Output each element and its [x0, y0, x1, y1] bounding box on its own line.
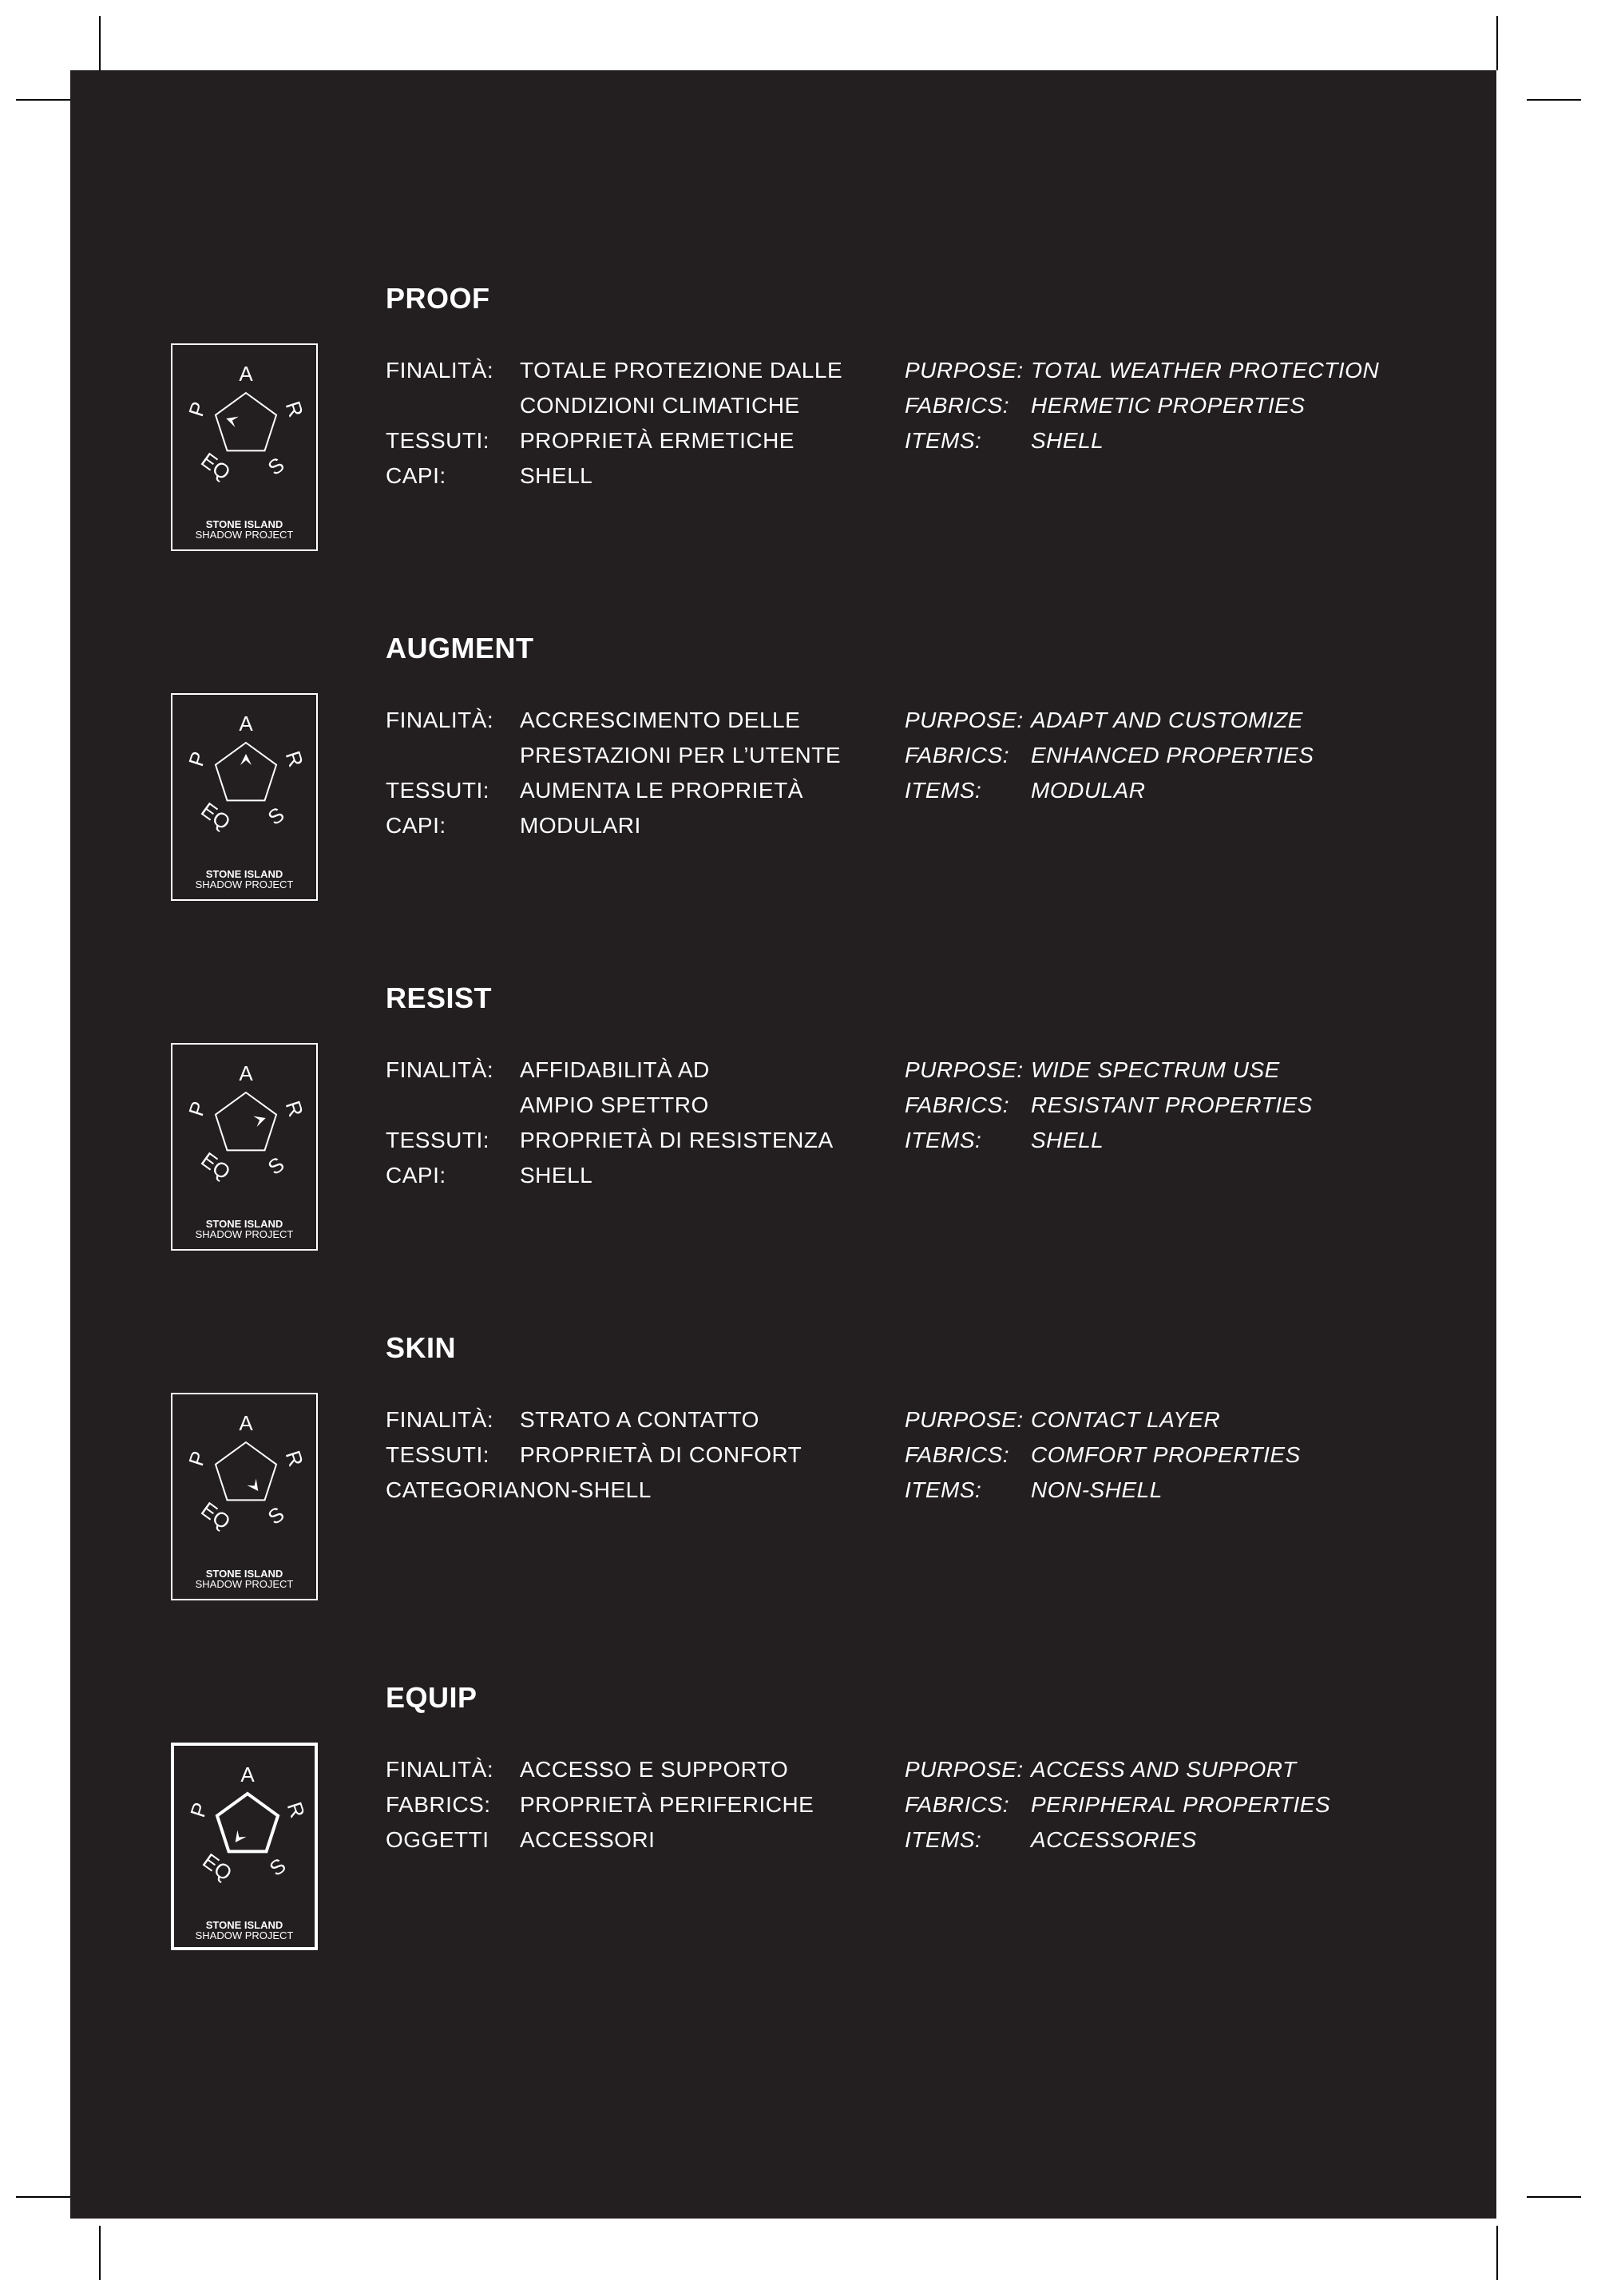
- section-title: PROOF: [386, 282, 490, 315]
- spec-label: CAPI:: [386, 813, 446, 838]
- crop-mark: [1496, 2226, 1498, 2280]
- spec-row: [386, 1787, 839, 1822]
- badge-subtitle: SHADOW PROJECT: [195, 1228, 294, 1240]
- crop-mark: [99, 2226, 101, 2280]
- compass-letter: P: [184, 748, 212, 770]
- spec-value: MODULAR: [1031, 778, 1146, 803]
- crop-mark: [1527, 99, 1581, 101]
- spec-label: FABRICS:: [386, 1792, 491, 1817]
- stone-island-badge: [171, 1393, 318, 1600]
- spec-value: MODULARI: [520, 813, 641, 838]
- spec-value: ACCESSORIES: [1031, 1827, 1197, 1852]
- spec-row: [386, 1088, 839, 1123]
- spec-value: ACCESSO E SUPPORTO: [520, 1757, 789, 1782]
- stone-island-badge: [171, 1043, 318, 1251]
- compass-letter: R: [280, 1447, 309, 1469]
- spec-label: [386, 1088, 520, 1123]
- spec-value: PRESTAZIONI PER L’UTENTE: [520, 743, 841, 767]
- compass-letter: P: [185, 1799, 213, 1821]
- spec-label: PURPOSE:: [905, 1757, 1024, 1782]
- spec-label: [386, 388, 520, 423]
- spec-value: ACCESSORI: [520, 1827, 656, 1852]
- spec-row: [386, 1123, 839, 1158]
- spec-value: CONDIZIONI CLIMATICHE: [520, 393, 800, 418]
- spec-value: TOTAL WEATHER PROTECTION: [1031, 358, 1380, 383]
- english-specs: [905, 1402, 1478, 1508]
- section-title: AUGMENT: [386, 632, 534, 664]
- section-augment: [70, 632, 1496, 888]
- badge-brand: STONE ISLAND: [205, 518, 283, 530]
- spec-row: [386, 1752, 839, 1787]
- spec-label: CAPI:: [386, 463, 446, 488]
- italian-specs: [386, 703, 839, 843]
- spec-row: [905, 1402, 1478, 1437]
- spec-label: ITEMS:: [905, 1827, 982, 1852]
- italian-specs: [386, 353, 843, 494]
- spec-label: FINALITÀ:: [386, 1057, 494, 1082]
- spec-label: TESSUTI:: [386, 1128, 490, 1152]
- spec-row: [905, 773, 1478, 808]
- compass-letter: P: [184, 1448, 212, 1469]
- pentagon-shape: [216, 743, 276, 800]
- spec-label: ITEMS:: [905, 1128, 982, 1152]
- compass-letter: R: [280, 398, 309, 420]
- badge-brand: STONE ISLAND: [205, 868, 283, 880]
- section-resist: [70, 982, 1496, 1238]
- compass-letter: S: [263, 1501, 289, 1530]
- spec-label: ITEMS:: [905, 1477, 982, 1502]
- spec-label: FINALITÀ:: [386, 708, 494, 732]
- spec-value: ACCESS AND SUPPORT: [1031, 1757, 1297, 1782]
- spec-value: CONTACT LAYER: [1031, 1407, 1221, 1432]
- spec-row: [905, 353, 1478, 388]
- crop-mark: [1527, 2196, 1581, 2198]
- spec-value: PROPRIETÀ DI RESISTENZA: [520, 1128, 834, 1152]
- spec-row: [386, 703, 839, 738]
- spec-value: SHELL: [520, 463, 593, 488]
- spec-label: TESSUTI:: [386, 1442, 490, 1467]
- spec-label: OGGETTI: [386, 1827, 489, 1852]
- spec-label: CATEGORIA:: [386, 1477, 526, 1502]
- section-title: SKIN: [386, 1331, 457, 1364]
- pentagon-shape: [216, 1092, 276, 1150]
- english-specs: [905, 353, 1478, 458]
- spec-label: FABRICS:: [905, 1792, 1010, 1817]
- compass-letter: EQ: [196, 447, 236, 485]
- compass-letter: EQ: [198, 1848, 237, 1886]
- spec-label: TESSUTI:: [386, 778, 490, 803]
- compass-letter: A: [239, 1061, 253, 1085]
- spec-value: SHELL: [520, 1163, 593, 1188]
- section-skin: [70, 1332, 1496, 1588]
- spec-value: ADAPT AND CUSTOMIZE: [1031, 708, 1303, 732]
- crop-mark: [1496, 16, 1498, 70]
- badge-brand: STONE ISLAND: [205, 1919, 283, 1931]
- spec-label: PURPOSE:: [905, 1057, 1024, 1082]
- italian-specs: [386, 1053, 839, 1193]
- arrow-icon: [253, 1116, 265, 1127]
- section-equip: [70, 1681, 1496, 1941]
- badge-brand: STONE ISLAND: [205, 1568, 283, 1580]
- spec-row: [386, 353, 843, 388]
- spec-label: FINALITÀ:: [386, 358, 494, 383]
- spec-row: [386, 1402, 839, 1437]
- arrow-icon: [247, 1479, 258, 1491]
- crop-mark: [16, 99, 70, 101]
- spec-row: [386, 773, 839, 808]
- spec-value: TOTALE PROTEZIONE DALLE: [520, 358, 843, 383]
- stone-island-badge: [171, 1743, 318, 1950]
- compass-letter: S: [263, 452, 289, 481]
- spec-value: ENHANCED PROPERTIES: [1031, 743, 1314, 767]
- spec-label: PURPOSE:: [905, 708, 1024, 732]
- pentagon-shape: [216, 393, 276, 450]
- stone-island-badge: [171, 693, 318, 901]
- english-specs: [905, 703, 1478, 808]
- spec-row: [386, 1158, 839, 1193]
- compass-letter: EQ: [196, 1147, 236, 1184]
- spec-value: NON-SHELL: [1031, 1477, 1163, 1502]
- compass-letter: A: [239, 1411, 253, 1435]
- spec-value: RESISTANT PROPERTIES: [1031, 1092, 1313, 1117]
- compass-letter: S: [264, 1853, 291, 1882]
- pentagon-shape: [217, 1794, 278, 1851]
- spec-label: CAPI:: [386, 1163, 446, 1188]
- compass-letter: P: [184, 399, 212, 420]
- spec-row: [905, 1123, 1478, 1158]
- spec-row: [386, 1822, 839, 1858]
- compass-letter: R: [280, 1097, 309, 1120]
- spec-value: SHELL: [1031, 428, 1104, 453]
- compass-letter: R: [280, 747, 309, 770]
- italian-specs: [386, 1752, 839, 1858]
- spec-row: [905, 388, 1478, 423]
- compass-letter: R: [282, 1798, 311, 1821]
- spec-label: FABRICS:: [905, 1092, 1010, 1117]
- spec-label: PURPOSE:: [905, 1407, 1024, 1432]
- arrow-icon: [240, 754, 252, 765]
- crop-mark: [16, 2196, 70, 2198]
- spec-value: STRATO A CONTATTO: [520, 1407, 759, 1432]
- italian-specs: [386, 1402, 839, 1508]
- section-title: EQUIP: [386, 1681, 478, 1714]
- spec-row: [386, 423, 839, 458]
- spec-value: PROPRIETÀ PERIFERICHE: [520, 1792, 814, 1817]
- badge-subtitle: SHADOW PROJECT: [195, 1578, 294, 1590]
- spec-label: PURPOSE:: [905, 358, 1024, 383]
- spec-label: FINALITÀ:: [386, 1407, 494, 1432]
- spec-row: [386, 458, 839, 494]
- spec-value: AFFIDABILITÀ AD: [520, 1057, 710, 1082]
- spec-value: PROPRIETÀ ERMETICHE: [520, 428, 795, 453]
- badge-subtitle: SHADOW PROJECT: [195, 529, 294, 541]
- spec-row: [905, 738, 1478, 773]
- spec-row: [386, 1053, 839, 1088]
- spec-row: [905, 1053, 1478, 1088]
- spec-label: FABRICS:: [905, 1442, 1010, 1467]
- spec-label: FABRICS:: [905, 743, 1010, 767]
- black-panel: [70, 70, 1496, 2219]
- spec-row: [905, 703, 1478, 738]
- compass-letter: EQ: [196, 797, 236, 835]
- spec-label: FINALITÀ:: [386, 1757, 494, 1782]
- spec-value: PROPRIETÀ DI CONFORT: [520, 1442, 802, 1467]
- spec-row: [905, 1787, 1478, 1822]
- spec-value: AUMENTA LE PROPRIETÀ: [520, 778, 803, 803]
- spec-value: ACCRESCIMENTO DELLE: [520, 708, 801, 732]
- spec-value: SHELL: [1031, 1128, 1104, 1152]
- spec-label: FABRICS:: [905, 393, 1010, 418]
- spec-value: HERMETIC PROPERTIES: [1031, 393, 1306, 418]
- english-specs: [905, 1053, 1478, 1158]
- spec-row: [386, 808, 839, 843]
- section-title: RESIST: [386, 981, 493, 1014]
- compass-letter: A: [240, 1763, 255, 1786]
- spec-value: AMPIO SPETTRO: [520, 1092, 709, 1117]
- english-specs: [905, 1752, 1478, 1858]
- spec-row: [386, 738, 839, 773]
- compass-letter: A: [239, 712, 253, 736]
- spec-row: [905, 423, 1478, 458]
- badge-brand: STONE ISLAND: [205, 1218, 283, 1230]
- compass-letter: P: [184, 1098, 212, 1120]
- compass-letter: S: [263, 1152, 289, 1180]
- spec-label: TESSUTI:: [386, 428, 490, 453]
- spec-value: NON-SHELL: [520, 1477, 652, 1502]
- stone-island-badge: [171, 343, 318, 551]
- compass-letter: S: [263, 802, 289, 831]
- spec-label: [386, 738, 520, 773]
- spec-row: [905, 1752, 1478, 1787]
- spec-value: COMFORT PROPERTIES: [1031, 1442, 1301, 1467]
- spec-row: [905, 1437, 1478, 1473]
- badge-subtitle: SHADOW PROJECT: [195, 878, 294, 890]
- pentagon-shape: [216, 1442, 276, 1500]
- spec-row: [386, 388, 839, 423]
- section-proof: [70, 282, 1496, 541]
- arrow-icon: [236, 1830, 247, 1842]
- crop-mark: [99, 16, 101, 70]
- spec-row: [905, 1088, 1478, 1123]
- spec-row: [905, 1473, 1478, 1508]
- spec-value: WIDE SPECTRUM USE: [1031, 1057, 1280, 1082]
- spec-label: ITEMS:: [905, 778, 982, 803]
- spec-row: [386, 1437, 839, 1473]
- spec-label: ITEMS:: [905, 428, 982, 453]
- spec-row: [905, 1822, 1478, 1858]
- arrow-icon: [226, 417, 238, 427]
- compass-letter: EQ: [196, 1497, 236, 1534]
- compass-letter: A: [239, 362, 253, 386]
- badge-subtitle: SHADOW PROJECT: [195, 1929, 294, 1941]
- spec-row: [386, 1473, 839, 1508]
- spec-value: PERIPHERAL PROPERTIES: [1031, 1792, 1331, 1817]
